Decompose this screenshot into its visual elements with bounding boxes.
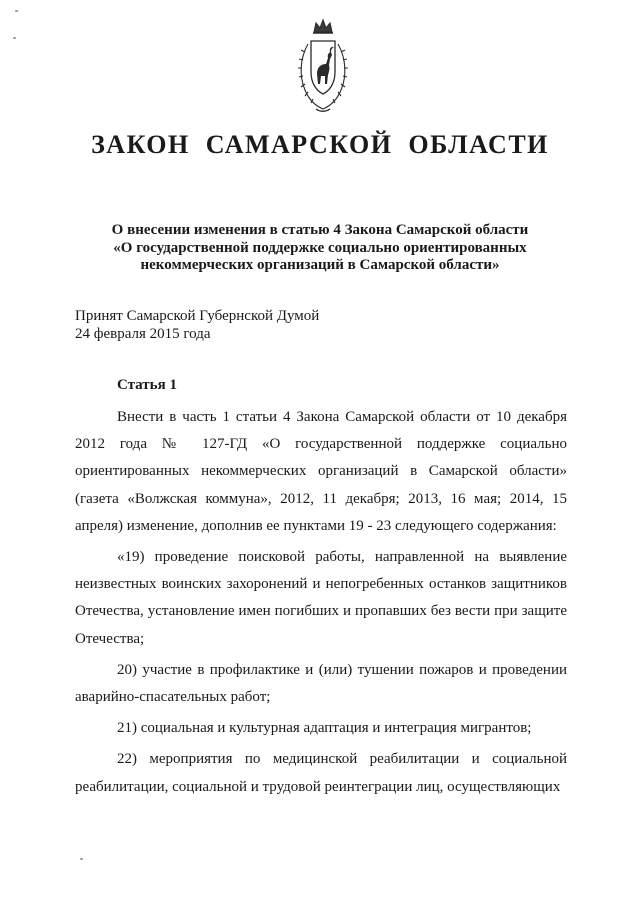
article-paragraph: 20) участие в профилактике и (или) тушении пожаров и проведении аварийно-спасательных работ; xyxy=(75,661,567,706)
article-paragraph: «19) проведение поисковой работы, направленной на выявление неизвестных воинских захоронений и непогребенных останков защитников Отечества, установление имен погибших и пропавших без вести при защите Отечества; xyxy=(75,549,567,647)
article-body xyxy=(75,404,567,805)
subject-line: «О государственной поддержке социально ориентированных xyxy=(113,239,527,256)
law-subject xyxy=(70,222,570,275)
adoption-date: 24 февраля 2015 года xyxy=(75,326,211,342)
subject-line: некоммерческих организаций в Самарской области» xyxy=(140,257,500,273)
adoption-info xyxy=(75,307,475,343)
adopted-by: Принят Самарской Губернской Думой xyxy=(75,308,320,324)
article-paragraph: 22) мероприятия по медицинской реабилитации и социальной реабилитации, социальной и трудовой реинтеграции лиц, осуществляющих xyxy=(75,751,567,795)
coat-of-arms-icon xyxy=(296,14,350,116)
article-heading: Статья 1 xyxy=(117,377,177,393)
scan-speck xyxy=(15,10,18,12)
subject-line: О внесении изменения в статью 4 Закона Самарской области xyxy=(111,222,529,238)
article-paragraph: 21) социальная и культурная адаптация и интеграция мигрантов; xyxy=(117,720,532,737)
scan-speck xyxy=(80,858,83,860)
law-title: ЗАКОН САМАРСКОЙ ОБЛАСТИ xyxy=(91,130,549,159)
scan-speck xyxy=(13,37,16,39)
article-paragraph: Внести в часть 1 статьи 4 Закона Самарской области от 10 декабря 2012 года № 127-ГД «О государственной поддержке социально ориентированных некоммерческих организаций в Самарской области» (газета «Волжская коммуна», 2012, 11 декабря; 2013, 16 мая; 2014, 15 апреля) изменение, дополнив ее пунктами 19 - 23 следующего содержания: xyxy=(75,409,567,534)
